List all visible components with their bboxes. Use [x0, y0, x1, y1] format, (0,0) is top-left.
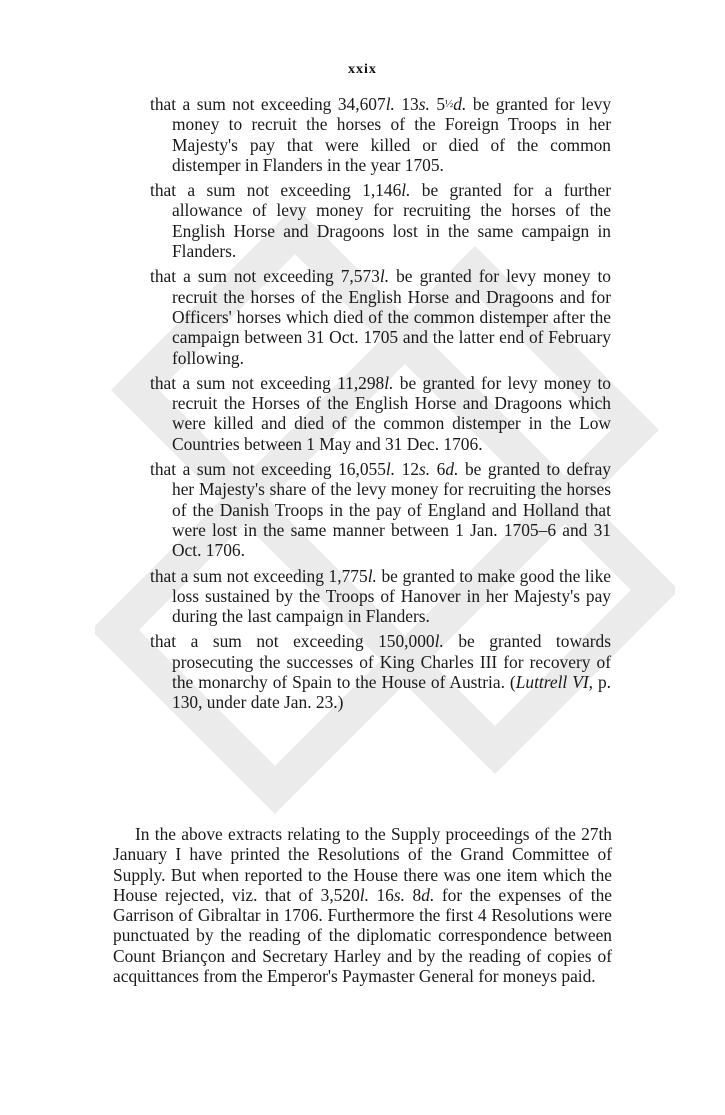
resolution-list [150, 94, 611, 718]
resolution-item: that a sum not exceeding 11,298l. be granted for levy money to recruit the Horses of the English Horse and Dragoons which were killed and died of the common distemper in the Low Countries between 1 May and 31 Dec. 1706. [150, 372, 611, 454]
resolution-item: that a sum not exceeding 1,775l. be granted to make good the like loss sustained by the Troops of Hanover in her Majesty's pay during the last campaign in Flanders. [150, 565, 611, 627]
page-number: xxix [348, 62, 377, 77]
source-citation: Luttrell VI [515, 672, 589, 693]
resolution-item: that a sum not exceeding 16,055l. 12s. 6d. be granted to defray her Majesty's share of the levy money for recruiting the horses of the Danish Troops in the pay of England and Holland that were lost in the same manner between 1 Jan. 1705–6 and 31 Oct. 1706. [150, 459, 611, 561]
resolution-item: that a sum not exceeding 1,146l. be granted for a further allowance of levy money for recruiting the horses of the English Horse and Dragoons lost in the same campaign in Flanders. [150, 180, 611, 262]
resolution-item: that a sum not exceeding 34,607l. 13s. 5½d. be granted for levy money to recruit the horses of the Foreign Troops in her Majesty's pay that were killed or died of the common distemper in Flanders in the year 1705. [150, 94, 612, 175]
resolution-item: that a sum not exceeding 150,000l. be granted towards prosecuting the successes of King Charles III for recovery of the monarchy of Spain to the House of Austria. (Luttrell VI, p. 130, under date Jan. 23.) [150, 631, 611, 713]
closing-paragraph: In the above extracts relating to the Supply proceedings of the 27th January I have printed the Resolutions of the Grand Committee of Supply. But when reported to the House there was one item which the House rejected, viz. that of 3,520l. 16s. 8d. for the expenses of the Garrison of Gibraltar in 1706. Furthermore the first 4 Resolutions were punctuated by the reading of the diplomatic correspondence between Count Briançon and Secretary Harley and by the reading of copies of acquittances from the Emperor's Paymaster General for moneys paid. [113, 824, 612, 987]
resolution-item: that a sum not exceeding 7,573l. be granted for levy money to recruit the horses of the English Horse and Dragoons and for Officers' horses which died of the common distemper after the campaign between 31 Oct. 1705 and the latter end of February following. [150, 266, 611, 368]
